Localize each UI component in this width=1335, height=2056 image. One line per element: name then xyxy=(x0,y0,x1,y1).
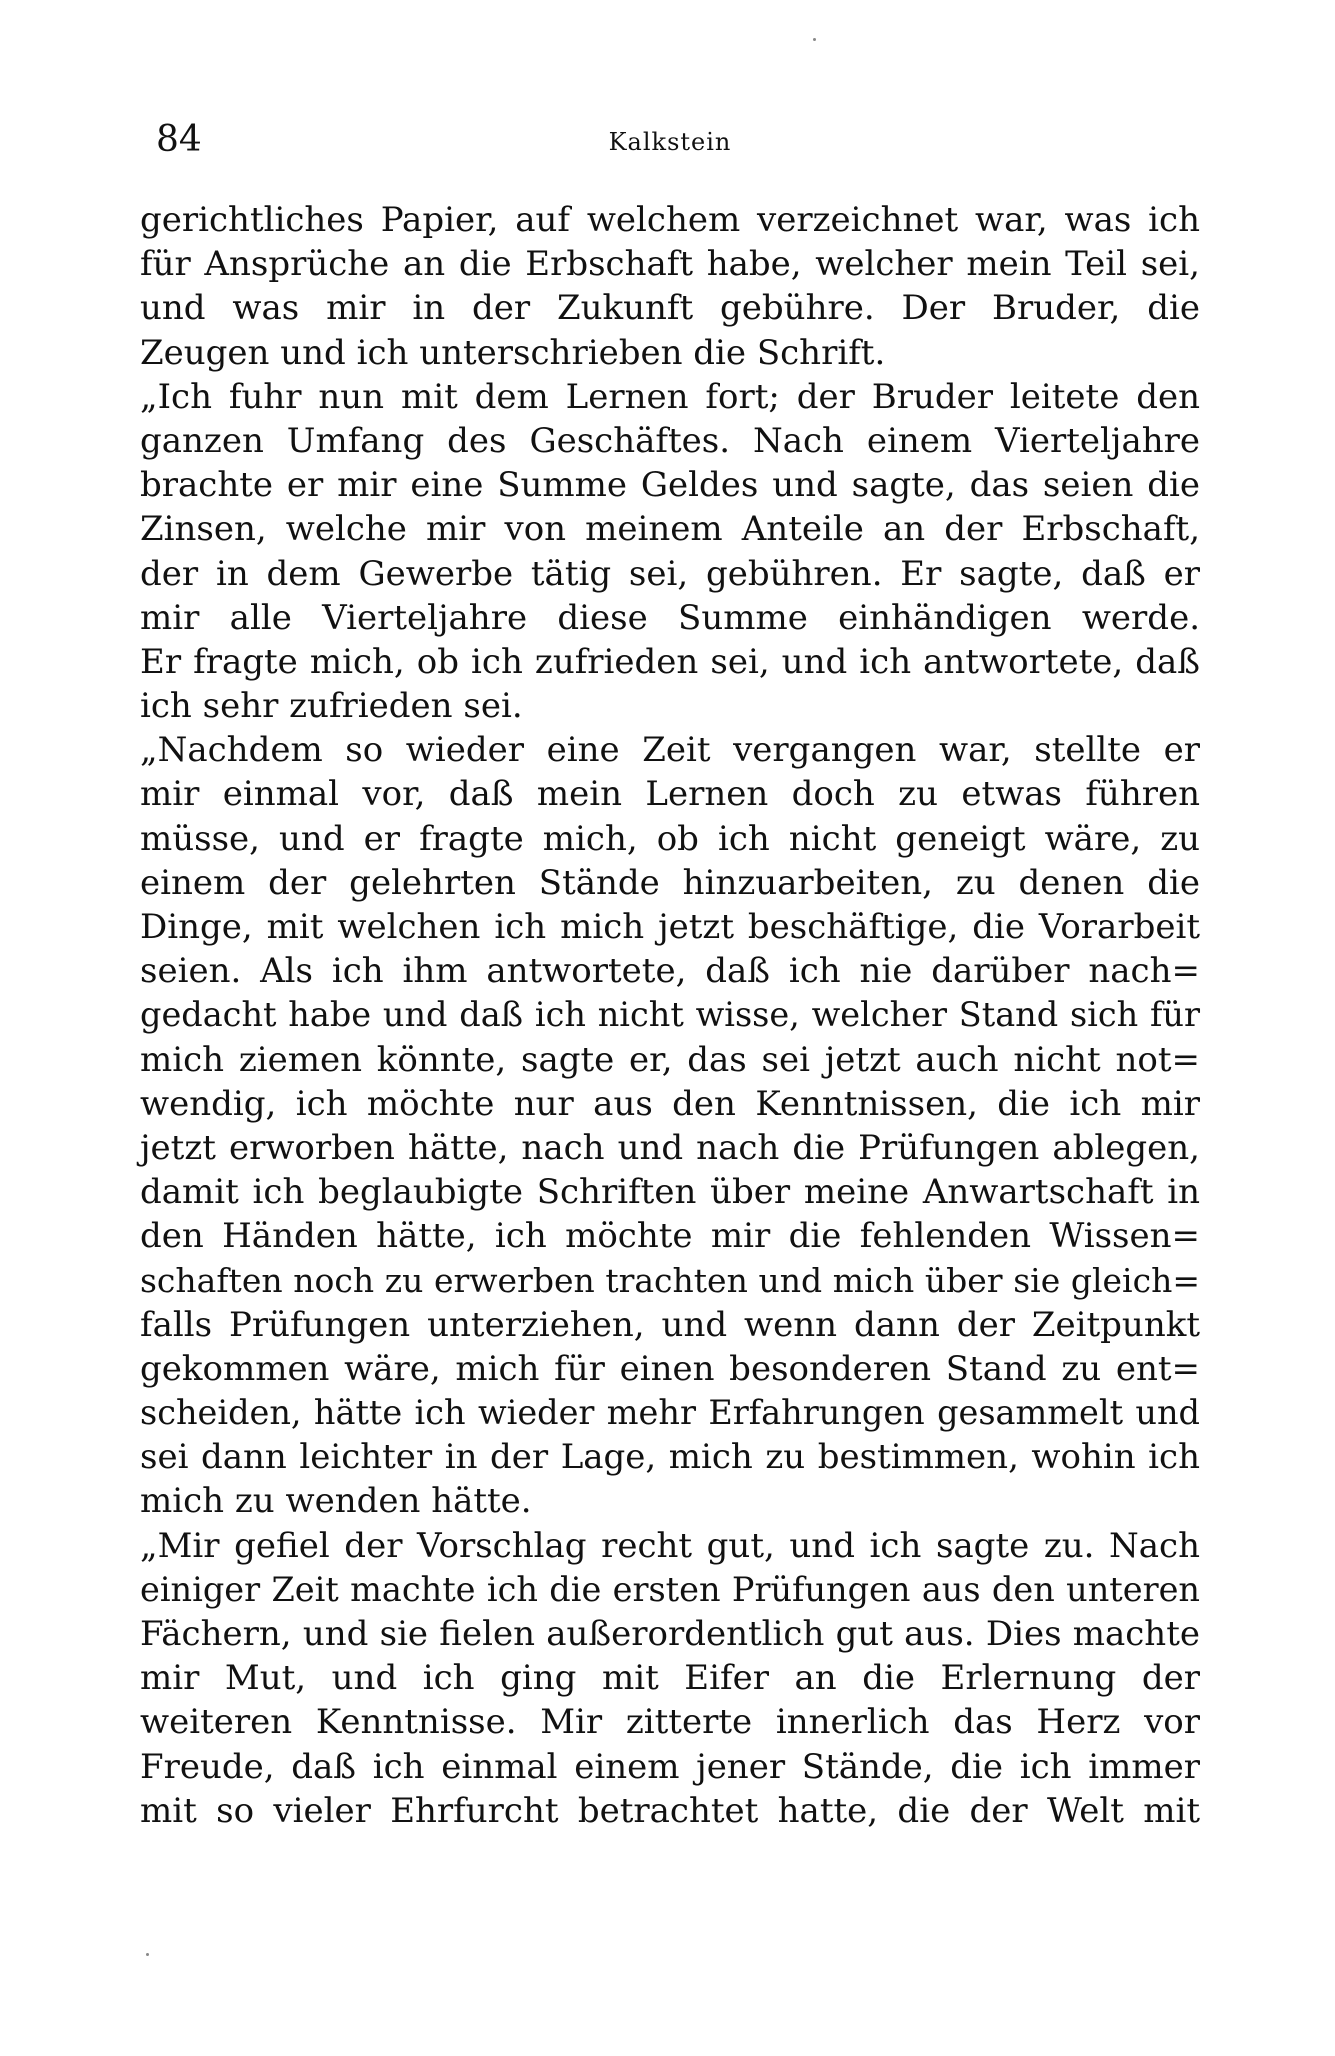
text-line: mir alle Vierteljahre diese Summe einhändigen werde. xyxy=(140,597,1200,638)
text-line: damit ich beglaubigte Schriften über meine Anwartschaft in xyxy=(140,1172,1200,1213)
paper-speck xyxy=(146,1953,149,1956)
text-line: falls Prüfungen unterziehen, und wenn dann der Zeitpunkt xyxy=(140,1304,1200,1345)
text-line: weiteren Kenntnisse. Mir zitterte innerlich das Herz vor xyxy=(140,1702,1200,1743)
text-line: „Mir gefiel der Vorschlag recht gut, und ich sagte zu. Nach xyxy=(140,1525,1200,1566)
text-line: einiger Zeit machte ich die ersten Prüfungen aus den unteren xyxy=(140,1569,1200,1609)
text-line: den Händen hätte, ich möchte mir die fehlenden Wissen= xyxy=(140,1216,1200,1257)
text-line: Er fragte mich, ob ich zufrieden sei, und ich antwortete, daß xyxy=(140,641,1200,682)
text-line: einem der gelehrten Stände hinzuarbeiten, zu denen die xyxy=(140,862,1200,903)
text-line: und was mir in der Zukunft gebühre. Der Bruder, die xyxy=(140,288,1200,329)
text-line: seien. Als ich ihm antwortete, daß ich nie darüber nach= xyxy=(140,951,1200,992)
text-line: mit so vieler Ehrfurcht betrachtet hatte, die der Welt mit xyxy=(140,1790,1200,1831)
text-line: scheiden, hätte ich wieder mehr Erfahrungen gesammelt und xyxy=(140,1393,1200,1433)
running-head: Kalkstein xyxy=(608,128,732,156)
text-line: schaften noch zu erwerben trachten und mich über sie gleich= xyxy=(140,1260,1200,1300)
paper-speck xyxy=(813,38,816,41)
text-line: mich ziemen könnte, sagte er, das sei jetzt auch nicht not= xyxy=(140,1039,1200,1080)
text-line: Fächern, und sie fielen außerordentlich gut aus. Dies machte xyxy=(140,1614,1200,1654)
text-line: gekommen wäre, mich für einen besonderen Stand zu ent= xyxy=(140,1348,1200,1389)
text-line: Zeugen und ich unterschrieben die Schrift. xyxy=(140,332,886,373)
text-line: für Ansprüche an die Erbschaft habe, welcher mein Teil sei, xyxy=(140,244,1200,285)
text-line: Freude, daß ich einmal einem jener Stände, die ich immer xyxy=(140,1746,1200,1787)
text-line: mich zu wenden hätte. xyxy=(140,1481,532,1522)
text-line: mir Mut, und ich ging mit Eifer an die Erlernung der xyxy=(140,1658,1200,1699)
page-number: 84 xyxy=(156,119,202,160)
text-line: Zinsen, welche mir von meinem Anteile an der Erbschaft, xyxy=(140,509,1200,550)
body-text xyxy=(140,198,1200,1833)
text-line: Dinge, mit welchen ich mich jetzt beschäftige, die Vorarbeit xyxy=(140,907,1200,947)
text-line: ganzen Umfang des Geschäftes. Nach einem Vierteljahre xyxy=(140,420,1200,461)
text-line: jetzt erworben hätte, nach und nach die Prüfungen ablegen, xyxy=(140,1127,1200,1168)
text-line: mir einmal vor, daß mein Lernen doch zu etwas führen xyxy=(140,774,1200,815)
text-line: wendig, ich möchte nur aus den Kenntnissen, die ich mir xyxy=(140,1083,1200,1124)
text-line: „Nachdem so wieder eine Zeit vergangen war, stellte er xyxy=(140,730,1200,771)
text-line: der in dem Gewerbe tätig sei, gebühren. Er sagte, daß er xyxy=(140,553,1200,594)
text-line: „Ich fuhr nun mit dem Lernen fort; der Bruder leitete den xyxy=(140,376,1200,417)
text-line: müsse, und er fragte mich, ob ich nicht geneigt wäre, zu xyxy=(140,818,1200,859)
text-line: ich sehr zufrieden sei. xyxy=(140,686,523,727)
page-header xyxy=(140,118,1200,168)
text-line: brachte er mir eine Summe Geldes und sagte, das seien die xyxy=(140,465,1200,506)
text-line: gedacht habe und daß ich nicht wisse, welcher Stand sich für xyxy=(140,995,1200,1035)
text-line: gerichtliches Papier, auf welchem verzeichnet war, was ich xyxy=(140,200,1200,240)
text-line: sei dann leichter in der Lage, mich zu bestimmen, wohin ich xyxy=(140,1437,1200,1478)
